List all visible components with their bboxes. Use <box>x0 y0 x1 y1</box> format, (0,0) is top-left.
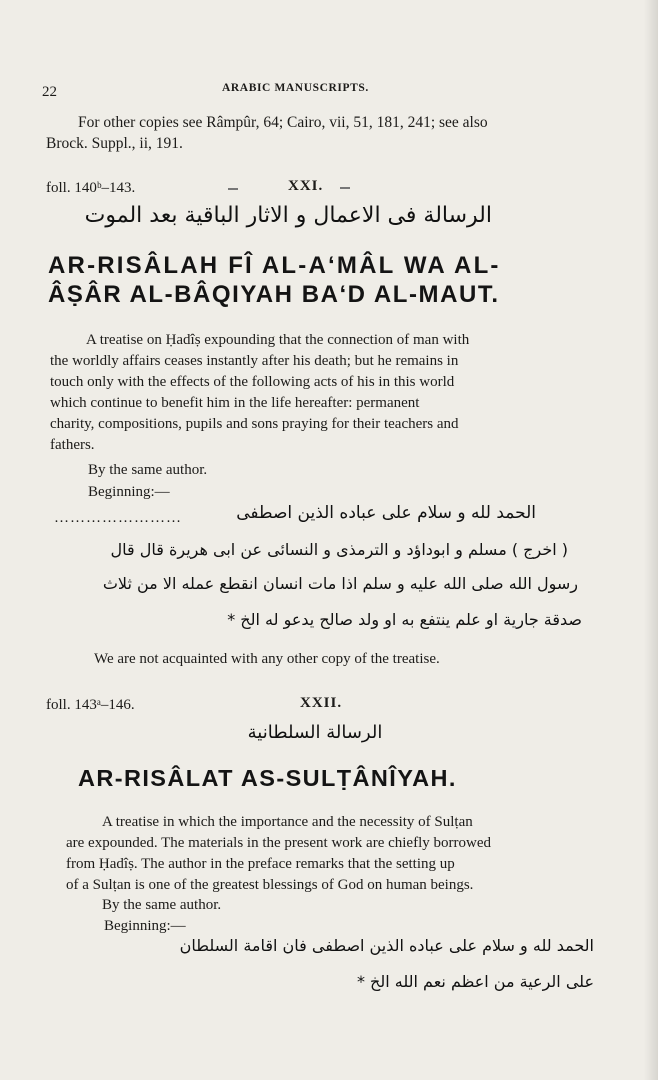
entry-number: XXI. <box>288 178 324 194</box>
intro-line: For other copies see Râmpûr, 64; Cairo, vii, 51, 181, 241; see also <box>78 114 488 131</box>
entry-number: XXII. <box>300 695 343 711</box>
entry-description <box>66 812 588 896</box>
description-line: charity, compositions, pupils and sons praying for their teachers and <box>50 416 459 432</box>
arabic-beginning-line: صدقة جارية او علم ينتفع به او ولد صالح يدعو له الخ * <box>227 610 582 629</box>
arabic-title: الرسالة فى الاعمال و الاثار الباقية بعد الموت <box>84 203 492 228</box>
description-line: from Ḥadîṣ. The author in the preface remarks that the setting up <box>66 856 455 872</box>
closing-note: We are not acquainted with any other copy of the treatise. <box>94 651 440 667</box>
description-line: of a Sulṭan is one of the greatest blessings of God on human beings. <box>66 877 474 893</box>
description-line: are expounded. The materials in the present work are chiefly borrowed <box>66 835 491 851</box>
page-number: 22 <box>42 84 57 100</box>
intro-line: Brock. Suppl., ii, 191. <box>46 135 183 152</box>
ink-smudge <box>228 188 238 190</box>
ink-smudge <box>340 187 350 189</box>
beginning-label: Beginning:— <box>104 918 186 934</box>
description-line: which continue to benefit him in the life hereafter: permanent <box>50 395 420 411</box>
entry-description <box>50 330 576 456</box>
running-title: ARABIC MANUSCRIPTS. <box>222 82 369 94</box>
description-line: touch only with the effects of the following acts of his in this world <box>50 374 455 390</box>
folio-reference: foll. 143ᵃ–146. <box>46 697 135 713</box>
entry-title: AR-RISÂLAT AS-SULṬÂNÎYAH. <box>78 765 457 791</box>
author-note: By the same author. <box>102 897 222 913</box>
arabic-title: الرسالة السلطانية <box>247 722 383 743</box>
entry-title: AR-RISÂLAH FÎ AL-A‘MÂL WA AL- <box>48 252 501 279</box>
description-line: A treatise in which the importance and the necessity of Sulṭan <box>102 814 473 830</box>
folio-reference: foll. 140ᵇ–143. <box>46 180 136 196</box>
author-note: By the same author. <box>88 462 208 478</box>
arabic-beginning-line: رسول الله صلى الله عليه و سلم اذا مات انسان انقطع عمله الا من ثلاث <box>102 574 578 593</box>
arabic-beginning-line: الحمد لله و سلام على عباده الذين اصطفى فان اقامة السلطان <box>179 936 594 955</box>
arabic-beginning-line: ( اخرج ) مسلم و ابوداؤد و الترمذى و النسائى عن ابى هريرة قال قال <box>110 540 568 559</box>
description-line: A treatise on Ḥadîṣ expounding that the connection of man with <box>86 332 470 348</box>
ellipsis-dots: …………………… <box>54 510 182 526</box>
description-line: the worldly affairs ceases instantly after his death; but he remains in <box>50 353 459 369</box>
arabic-beginning-line: على الرعية من اعظم نعم الله الخ * <box>356 972 594 991</box>
entry-title: ÂṢÂR AL-BÂQIYAH BA‘D AL-MAUT. <box>48 281 500 308</box>
arabic-beginning-line: الحمد لله و سلام على عباده الذين اصطفى <box>236 503 536 523</box>
description-line: fathers. <box>50 437 95 453</box>
intro-paragraph <box>46 112 586 154</box>
beginning-label: Beginning:— <box>88 484 170 500</box>
